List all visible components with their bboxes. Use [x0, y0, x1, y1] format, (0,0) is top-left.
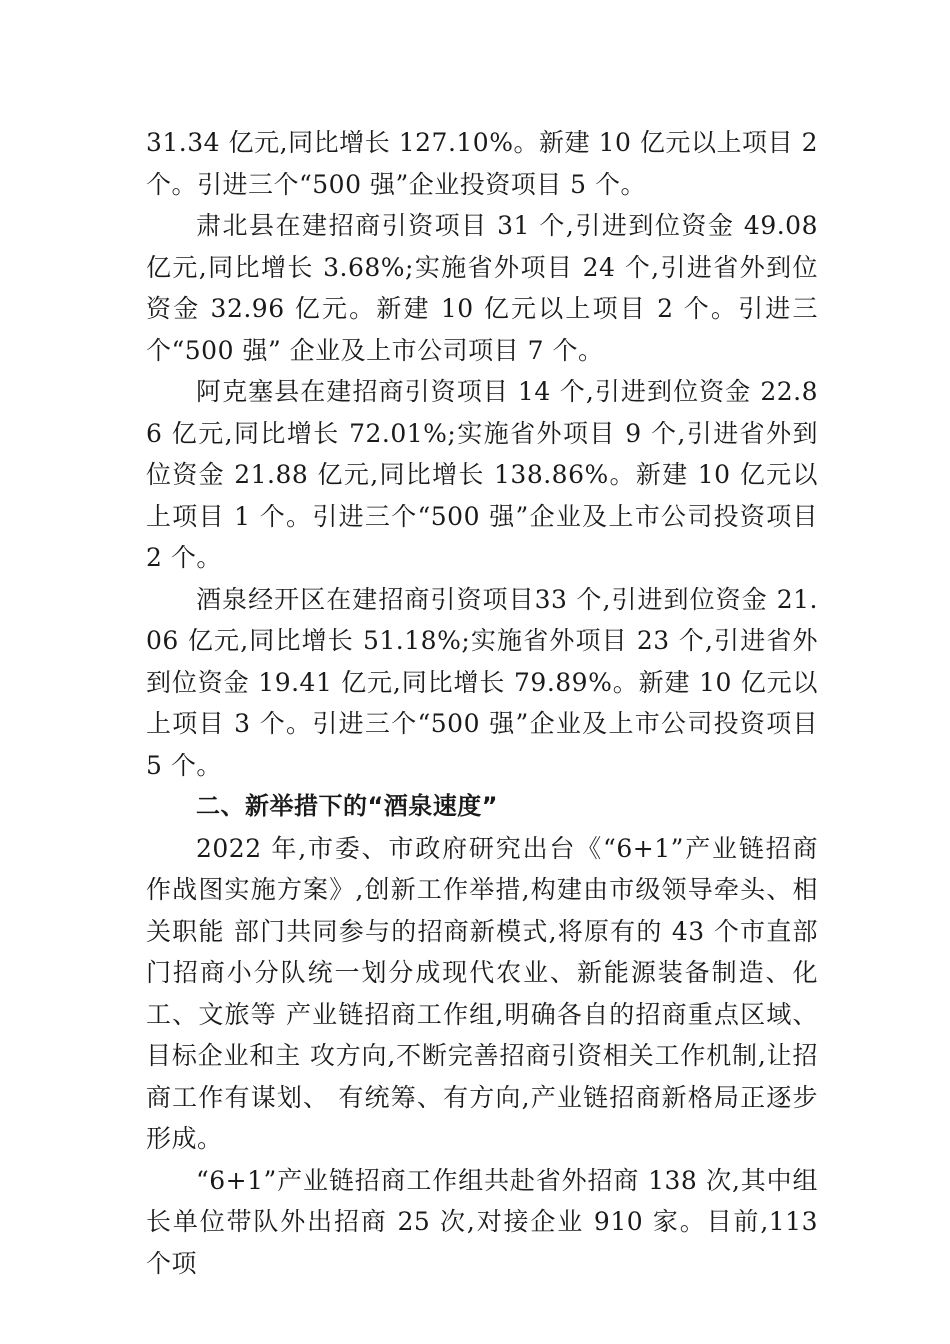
- paragraph-jiuquan-kaifaqu: 酒泉经开区在建招商引资项目33 个,引进到位资金 21.06 亿元,同比增长 51.18%;实施省外项目 23 个,引进省外到位资金 19.41 亿元,同比增长 79.89%。新建 10 亿元以上项目 3 个。引进三个“500 强”企业及上市公司投资项目 5 个。: [146, 584, 818, 780]
- document-page: [146, 122, 818, 1284]
- paragraph-plan: 2022 年,市委、市政府研究出台《“6+1”产业链招商作战图实施方案》,创新工作举措,构建由市级领导牵头、相关职能 部门共同参与的招商新模式,将原有的 43 个市直部门招商小分队统一划分成现代农业、新能源装备制造、化工、文旅等 产业链招商工作组,明确各自的招商重点区域、目标企业和主 攻方向,不断完善招商引资相关工作机制,让招商工作有谋划、 有统筹、有方向,产业链招商新格局正逐步形成。: [146, 833, 818, 1153]
- section-heading: 二、新举措下的“酒泉速度”: [196, 792, 499, 820]
- paragraph-subei: 肃北县在建招商引资项目 31 个,引进到位资金 49.08 亿元,同比增长 3.68%;实施省外项目 24 个,引进省外到位资金 32.96 亿元。新建 10 亿元以上项目 2 个。引进三个“500 强” 企业及上市公司项目 7 个。: [146, 211, 818, 365]
- paragraph-akesai: 阿克塞县在建招商引资项目 14 个,引进到位资金 22.86 亿元,同比增长 72.01%;实施省外项目 9 个,引进省外到位资金 21.88 亿元,同比增长 138.86%。新建 10 亿元以上项目 1 个。引进三个“500 强”企业及上市公司投资项目 2 个。: [146, 377, 818, 572]
- paragraph-workgroups: “6+1”产业链招商工作组共赴省外招商 138 次,其中组长单位带队外出招商 25 次,对接企业 910 家。目前,113 个项: [146, 1165, 818, 1278]
- paragraph-continuation: 31.34 亿元,同比增长 127.10%。新建 10 亿元以上项目 2 个。引进三个“500 强”企业投资项目 5 个。: [146, 128, 818, 199]
